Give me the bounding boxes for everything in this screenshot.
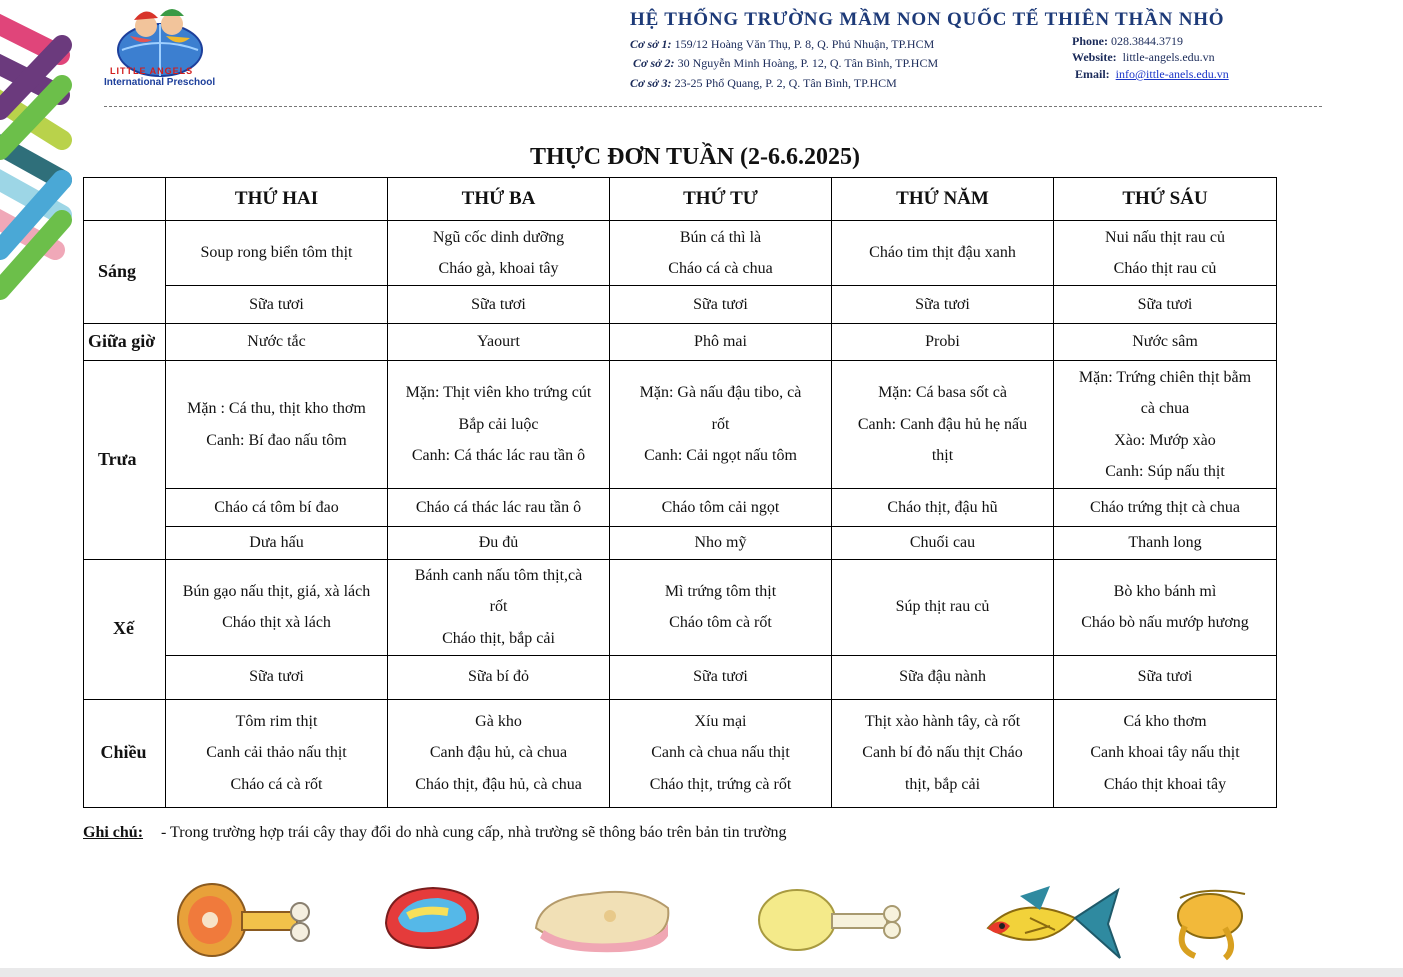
menu-cell: Cháo tim thịt đậu xanh (832, 221, 1054, 286)
menu-cell: Thịt xào hành tây, cà rốt Canh bí đỏ nấu thịt Cháo thịt, bắp cải (832, 699, 1054, 807)
menu-cell: Bánh canh nấu tôm thịt,cà rốt Cháo thịt, bắp cải (388, 559, 610, 655)
email-link[interactable]: info@ittle-anels.edu.vn (1115, 67, 1229, 81)
menu-cell: Yaourt (388, 324, 610, 361)
menu-cell: Sữa đậu nành (832, 655, 1054, 699)
website: Website: little-angels.edu.vn (1072, 50, 1215, 64)
day-header: THỨ NĂM (832, 178, 1054, 221)
menu-cell: Xíu mại Canh cà chua nấu thịt Cháo thịt, trứng cà rốt (610, 699, 832, 807)
menu-cell: Nước sâm (1054, 324, 1277, 361)
header-divider (104, 106, 1322, 107)
menu-cell: Tôm rim thịt Canh cải thảo nấu thịt Cháo cá cà rốt (166, 699, 388, 807)
menu-cell: Probi (832, 324, 1054, 361)
fish-drawing (980, 878, 1125, 963)
table-row (84, 361, 1277, 489)
menu-cell: Sữa tươi (166, 655, 388, 699)
decorative-ribbon (0, 0, 90, 310)
menu-cell: Sữa tươi (610, 286, 832, 324)
menu-cell: Cháo trứng thịt cà chua (1054, 489, 1277, 527)
day-header: THỨ SÁU (1054, 178, 1277, 221)
menu-cell: Sữa tươi (1054, 655, 1277, 699)
menu-cell: Mặn: Gà nấu đậu tibo, cà rốt Canh: Cải ngọt nấu tôm (610, 361, 832, 489)
menu-cell: Súp thịt rau củ (832, 559, 1054, 655)
menu-cell: Cháo tôm cải ngọt (610, 489, 832, 527)
meal-label-chieu: Chiều (84, 699, 166, 807)
table-row (84, 655, 1277, 699)
menu-cell: Dưa hấu (166, 527, 388, 560)
meal-label-xe: Xế (84, 559, 166, 699)
menu-cell: Gà kho Canh đậu hủ, cà chua Cháo thịt, đậu hủ, cà chua (388, 699, 610, 807)
menu-cell: Mặn : Cá thu, thịt kho thơm Canh: Bí đao nấu tôm (166, 361, 388, 489)
menu-cell: Sữa tươi (388, 286, 610, 324)
table-row (84, 527, 1277, 560)
table-row (84, 699, 1277, 807)
table-row (84, 324, 1277, 361)
menu-cell: Đu đủ (388, 527, 610, 560)
day-header: THỨ BA (388, 178, 610, 221)
day-header: THỨ HAI (166, 178, 388, 221)
school-name: HỆ THỐNG TRƯỜNG MẦM NON QUỐC TẾ THIÊN THẦN NHỎ (630, 9, 1225, 30)
menu-cell: Mặn: Trứng chiên thịt bằm cà chua Xào: Mướp xào Canh: Súp nấu thịt (1054, 361, 1277, 489)
menu-cell: Mì trứng tôm thịt Cháo tôm cà rốt (610, 559, 832, 655)
meal-label-giua-gio: Giữa giờ (84, 324, 166, 361)
roast-chicken-drawing (1165, 878, 1255, 963)
menu-cell: Mặn: Thịt viên kho trứng cút Bắp cải luộc Canh: Cá thác lác rau tần ô (388, 361, 610, 489)
menu-cell: Bún gạo nấu thịt, giá, xà lách Cháo thịt xà lách (166, 559, 388, 655)
menu-cell: Thanh long (1054, 527, 1277, 560)
menu-cell: Soup rong biển tôm thịt (166, 221, 388, 286)
logo-subtitle: International Preschool (104, 77, 216, 88)
steak-drawing (378, 878, 488, 958)
menu-cell: Mặn: Cá basa sốt cà Canh: Canh đậu hủ hẹ nấu thịt (832, 361, 1054, 489)
ham-drawing (172, 878, 322, 963)
menu-cell: Sữa tươi (832, 286, 1054, 324)
menu-cell: Sữa bí đỏ (388, 655, 610, 699)
menu-cell: Sữa tươi (610, 655, 832, 699)
header-row (84, 178, 1277, 221)
bottom-bar (0, 968, 1403, 977)
menu-cell: Nho mỹ (610, 527, 832, 560)
menu-cell: Sữa tươi (166, 286, 388, 324)
menu-cell: Cháo cá tôm bí đao (166, 489, 388, 527)
menu-cell: Nui nấu thịt rau củ Cháo thịt rau củ (1054, 221, 1277, 286)
table-row (84, 489, 1277, 527)
menu-cell: Nước tắc (166, 324, 388, 361)
menu-cell: Cá kho thơm Canh khoai tây nấu thịt Cháo thịt khoai tây (1054, 699, 1277, 807)
meal-label-sang: Sáng (84, 221, 166, 324)
meat-slice-drawing (530, 878, 675, 958)
email: Email: info@ittle-anels.edu.vn (1075, 67, 1229, 81)
menu-cell: Bò kho bánh mì Cháo bò nấu mướp hương (1054, 559, 1277, 655)
page-title: THỰC ĐƠN TUẦN (2-6.6.2025) (530, 144, 860, 170)
menu-cell: Cháo cá thác lác rau tần ô (388, 489, 610, 527)
table-row (84, 559, 1277, 655)
menu-cell: Ngũ cốc dinh dưỡng Cháo gà, khoai tây (388, 221, 610, 286)
menu-cell: Phô mai (610, 324, 832, 361)
campus-1: Cơ sở 1: 159/12 Hoàng Văn Thụ, P. 8, Q. Phú Nhuận, TP.HCM (630, 37, 935, 51)
phone: Phone: 028.3844.3719 (1072, 34, 1183, 48)
drumstick-drawing (752, 878, 912, 958)
menu-cell: Chuối cau (832, 527, 1054, 560)
campus-2: Cơ sở 2: 30 Nguyễn Minh Hoàng, P. 12, Q. Tân Bình, TP.HCM (633, 56, 939, 70)
menu-cell: Bún cá thì là Cháo cá cà chua (610, 221, 832, 286)
menu-cell: Sữa tươi (1054, 286, 1277, 324)
note: Ghi chú: - Trong trường hợp trái cây thay đổi do nhà cung cấp, nhà trường sẽ thông báo trên bản tin trường (83, 824, 787, 841)
table-row (84, 221, 1277, 286)
logo-name: LITTLE ANGELS (110, 66, 194, 76)
table-row (84, 286, 1277, 324)
weekly-menu-table (83, 177, 1277, 808)
day-header: THỨ TƯ (610, 178, 832, 221)
corner-cell (84, 178, 166, 221)
meal-label-trua: Trưa (84, 361, 166, 560)
campus-3: Cơ sở 3: 23-25 Phổ Quang, P. 2, Q. Tân Bình, TP.HCM (630, 76, 897, 90)
menu-cell: Cháo thịt, đậu hũ (832, 489, 1054, 527)
